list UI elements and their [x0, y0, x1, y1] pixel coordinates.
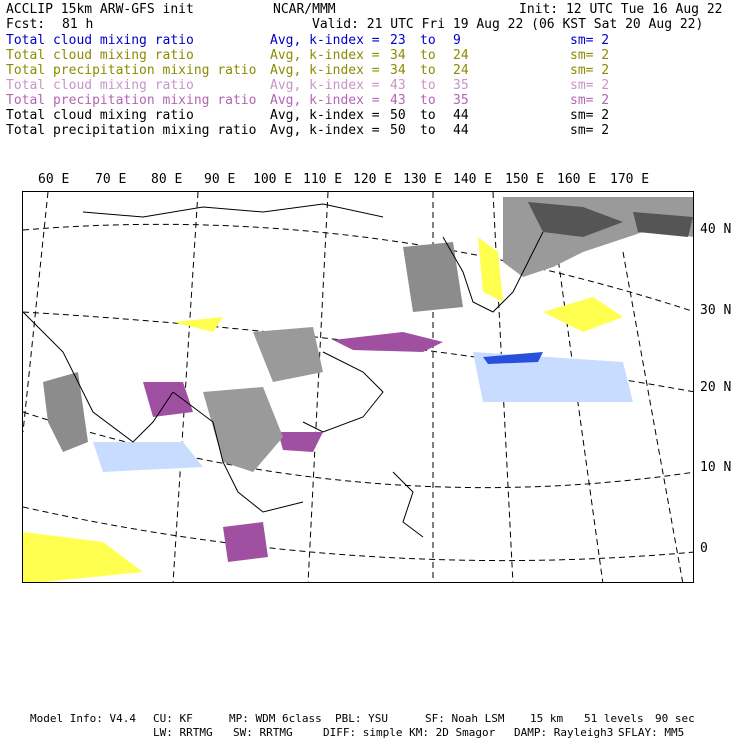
yellow-nw	[173, 317, 223, 332]
field-k-end: 9	[453, 33, 461, 48]
field-shading	[23, 197, 694, 583]
field-sm: sm= 2	[570, 93, 610, 108]
lat-label: 40 N	[700, 222, 732, 237]
field-sm: sm= 2	[570, 33, 610, 48]
lon-label: 70 E	[95, 172, 127, 187]
model-info-lw: LW: RRTMG	[153, 726, 213, 739]
lon-label: 100 E	[253, 172, 293, 187]
yellow-pacific	[543, 297, 623, 332]
field-k-start: 50	[390, 108, 406, 123]
field-avg: Avg, k-index =	[270, 108, 380, 123]
model-info-sf: SF: Noah LSM	[425, 712, 505, 725]
map-canvas	[23, 192, 694, 583]
valid-time: Valid: 21 UTC Fri 19 Aug 22 (06 KST Sat 20 Aug 22)	[312, 17, 704, 32]
field-to: to	[420, 63, 436, 78]
field-k-start: 34	[390, 63, 406, 78]
field-sm: sm= 2	[570, 78, 610, 93]
field-row	[6, 63, 734, 78]
field-row	[6, 93, 734, 108]
field-to: to	[420, 123, 436, 138]
field-row	[6, 78, 734, 93]
model-info-pbl: PBL: YSU	[335, 712, 388, 725]
field-k-start: 50	[390, 123, 406, 138]
lat-label: 20 N	[700, 380, 732, 395]
lightblue-bay	[93, 442, 203, 472]
model-info-levels: 51 levels	[584, 712, 644, 725]
field-avg: Avg, k-index =	[270, 48, 380, 63]
purple-sw	[223, 522, 268, 562]
field-avg: Avg, k-index =	[270, 93, 380, 108]
field-k-start: 23	[390, 33, 406, 48]
lon-label: 170 E	[610, 172, 650, 187]
field-k-end: 44	[453, 123, 469, 138]
lon-label: 80 E	[151, 172, 183, 187]
model-info-timestep: 90 sec	[655, 712, 695, 725]
lon-label: 60 E	[38, 172, 70, 187]
field-name: Total precipitation mixing ratio	[6, 93, 257, 108]
model-info-mp: MP: WDM 6class	[229, 712, 322, 725]
field-name: Total cloud mixing ratio	[6, 33, 194, 48]
field-name: Total precipitation mixing ratio	[6, 123, 257, 138]
field-sm: sm= 2	[570, 63, 610, 78]
coast-india	[23, 312, 173, 442]
lon-label: 90 E	[204, 172, 236, 187]
lon-label: 120 E	[353, 172, 393, 187]
field-k-start: 43	[390, 93, 406, 108]
field-name: Total precipitation mixing ratio	[6, 63, 257, 78]
lat-label: 30 N	[700, 303, 732, 318]
field-avg: Avg, k-index =	[270, 78, 380, 93]
field-sm: sm= 2	[570, 48, 610, 63]
field-name: Total cloud mixing ratio	[6, 48, 194, 63]
field-name: Total cloud mixing ratio	[6, 108, 194, 123]
purple-china-band	[333, 332, 443, 352]
lon-label: 130 E	[403, 172, 443, 187]
meridian-150e	[553, 222, 603, 583]
field-to: to	[420, 48, 436, 63]
field-to: to	[420, 93, 436, 108]
field-to: to	[420, 78, 436, 93]
field-k-start: 34	[390, 48, 406, 63]
lon-label: 110 E	[303, 172, 343, 187]
init-time: Init: 12 UTC Tue 16 Aug 22	[519, 2, 723, 17]
model-info-cu: CU: KF	[153, 712, 193, 725]
cloud-gray-india	[43, 372, 88, 452]
field-to: to	[420, 108, 436, 123]
purple-sea	[278, 432, 323, 452]
model-info-res: 15 km	[530, 712, 564, 725]
field-avg: Avg, k-index =	[270, 63, 380, 78]
meridian-160e	[623, 252, 683, 583]
cloud-gray-korea	[403, 242, 463, 312]
field-sm: sm= 2	[570, 123, 610, 138]
lon-label: 140 E	[453, 172, 493, 187]
forecast-map	[22, 191, 694, 583]
field-k-end: 24	[453, 48, 469, 63]
lon-label: 160 E	[557, 172, 597, 187]
field-k-end: 35	[453, 93, 469, 108]
field-k-start: 43	[390, 78, 406, 93]
field-k-end: 44	[453, 108, 469, 123]
fcst-label: Fcst:	[6, 17, 46, 32]
model-title: ACCLIP 15km ARW-GFS init	[6, 2, 194, 17]
lat-label: 0	[700, 541, 708, 556]
field-row	[6, 108, 734, 123]
field-row	[6, 123, 734, 138]
yellow-sw	[23, 532, 143, 583]
field-row	[6, 33, 734, 48]
meridian-110e	[308, 192, 328, 583]
fcst-hours: 81 h	[62, 17, 94, 32]
field-to: to	[420, 33, 436, 48]
model-info-diff: DIFF: simple KM: 2D Smagor	[323, 726, 496, 739]
model-info-sflay: SFLAY: MM5	[618, 726, 685, 739]
field-avg: Avg, k-index =	[270, 33, 380, 48]
field-row	[6, 48, 734, 63]
field-name: Total cloud mixing ratio	[6, 78, 194, 93]
field-k-end: 24	[453, 63, 469, 78]
yellow-japan	[478, 237, 503, 302]
field-k-end: 35	[453, 78, 469, 93]
model-info-version: Model Info: V4.4	[30, 712, 136, 725]
model-info-sw: SW: RRTMG	[233, 726, 293, 739]
field-avg: Avg, k-index =	[270, 123, 380, 138]
cloud-gray-china	[253, 327, 323, 382]
field-sm: sm= 2	[570, 108, 610, 123]
border-mongolia	[83, 204, 383, 217]
lon-label: 150 E	[505, 172, 545, 187]
lat-label: 10 N	[700, 460, 732, 475]
model-info-damp: DAMP: Rayleigh3	[514, 726, 614, 739]
coast-philippines	[393, 472, 423, 537]
center-label: NCAR/MMM	[273, 2, 336, 17]
